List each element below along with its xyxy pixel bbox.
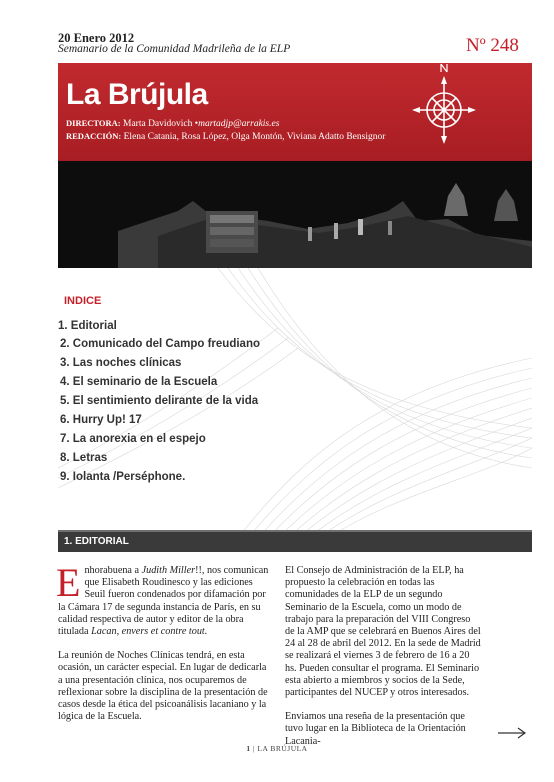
index-item-hurry-up[interactable]: 6. Hurry Up! 17 — [60, 414, 142, 426]
issue-number: Nº 248 — [466, 35, 519, 56]
footer-separator: | — [253, 744, 256, 753]
index-heading: INDICE — [64, 295, 102, 307]
index-item-seminario[interactable]: 4. El seminario de la Escuela — [60, 376, 218, 388]
issue-date: 20 Enero 2012 — [58, 31, 135, 45]
footer-label: LA BRÚJULA — [257, 744, 308, 753]
building-silhouette — [58, 161, 532, 268]
book-title: Lacan, envers et contre tout. — [91, 626, 208, 638]
page-footer — [0, 744, 554, 753]
directora-name: Marta Davidovich — [123, 119, 193, 129]
index-item-anorexia[interactable]: 7. La anorexia en el espejo — [60, 433, 206, 445]
redaccion-names: Elena Catania, Rosa López, Olga Montón, Viviana Adatto Bensignor — [123, 132, 386, 142]
redaccion-label: REDACCIÓN: — [66, 131, 122, 141]
person-name: Judith Miller — [141, 565, 196, 576]
directora-label: DIRECTORA: — [66, 118, 121, 128]
compass-icon — [412, 62, 476, 154]
drop-cap: E — [56, 560, 81, 605]
article-text: nhorabuena a — [84, 565, 142, 576]
redaccion-credit — [66, 131, 385, 142]
index-item-iolanta[interactable]: 9. Iolanta /Perséphone. — [60, 471, 186, 483]
index-item-letras[interactable]: 8. Letras — [60, 452, 108, 464]
index-item-noches-clinicas[interactable]: 3. Las noches clínicas — [60, 357, 182, 369]
article-paragraph: Enviamos una reseña de la presentación que tuvo lugar en la Biblioteca de la Orientación Lacania- — [285, 711, 466, 747]
article-paragraph: El Consejo de Administración de la ELP, ha propuesto la celebración en todas las comunidades de la ELP de un segundo Seminario de la Escuela, como un modo de trabajo para la preparación del VIII Congreso de la AMP que se celebrará en Buenos Aires del 24 al 28 de abril del 2012. En la sede de Madrid se realizará el viernes 3 de febrero de 16 a 20 hs. Pueden consultar el programa. El Seminario esta abierto a miembros y socios de la Sede, participantes del NUCEP y otros interesados. — [285, 565, 481, 699]
section-header-bar — [58, 530, 532, 552]
page-number: 1 — [246, 744, 251, 753]
directora-email: martadjp@arrakis.es — [198, 119, 280, 129]
article-column-2 — [285, 565, 481, 760]
header-photo — [58, 161, 532, 268]
section-title: 1. EDITORIAL — [64, 536, 129, 547]
index-item-comunicado[interactable]: 2. Comunicado del Campo freudiano — [60, 338, 260, 350]
article-text: !!, nos comunican que Elisabeth Roudinesco y las ediciones Seuil fueron condenados por difamación por la Cámara 17 de segunda instancia de París, en su calidad respectiva de autor y editor de la obra titulada — [58, 565, 269, 638]
article-paragraph — [56, 560, 270, 638]
article-paragraph: La reunión de Noches Clínicas tendrá, en esta ocasión, un carácter especial. En lugar de dedicarla a una presentación clínica, nos ocuparemos de reflexionar sobre la disciplina de la presentación de casos desde la ética del psicoanálisis lacaniano y la lógica de la Escuela. — [58, 650, 268, 723]
index-item-sentimiento[interactable]: 5. El sentimiento delirante de la vida — [60, 395, 259, 407]
masthead-title: La Brújula — [66, 78, 208, 111]
directora-separator: • — [194, 119, 199, 129]
article-column-1 — [56, 560, 270, 735]
directora-credit — [66, 118, 279, 129]
index-item-editorial[interactable]: 1. Editorial — [58, 320, 117, 332]
issue-subtitle: Semanario de la Comunidad Madrileña de la ELP — [58, 43, 291, 55]
next-page-arrow-icon[interactable] — [496, 726, 528, 740]
